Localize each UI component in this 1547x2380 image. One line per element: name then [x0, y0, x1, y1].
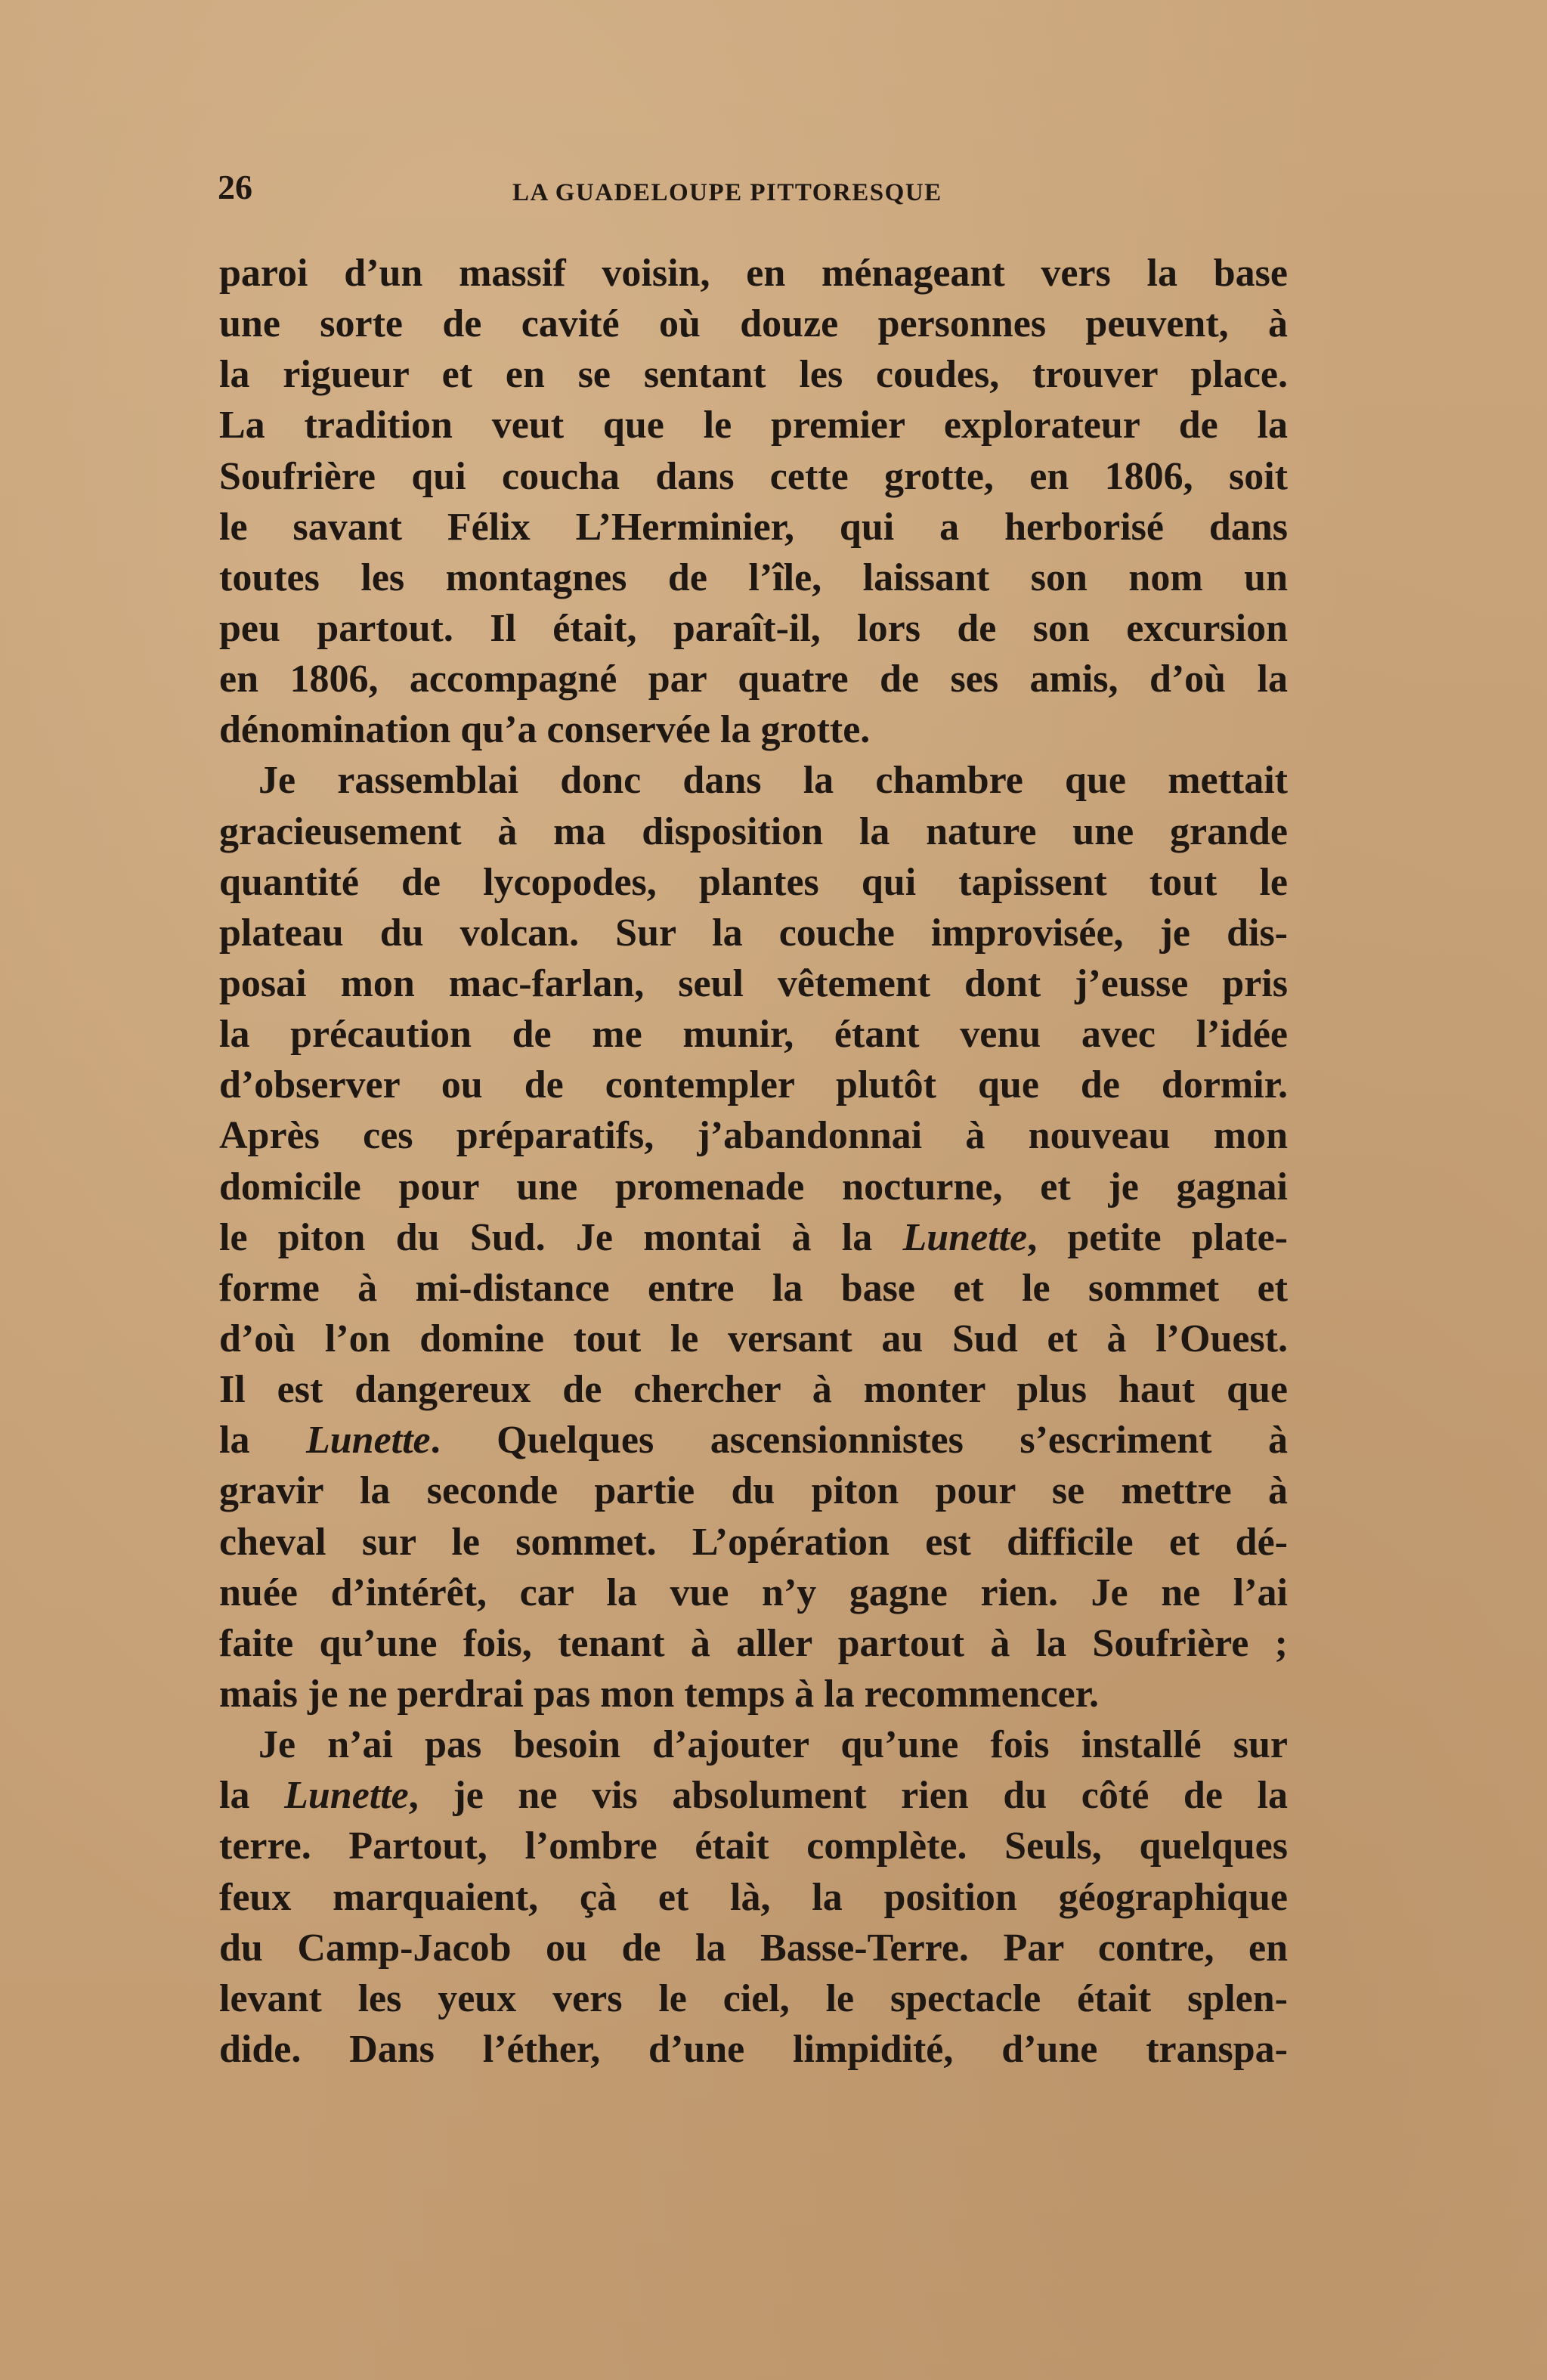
text-line: dide. Dans l’éther, d’une limpidité, d’une transpa-: [219, 2027, 1288, 2071]
text-line: Après ces préparatifs, j’abandonnai à nouveau mon: [219, 1114, 1288, 1158]
text-line: d’où l’on domine tout le versant au Sud et à l’Ouest.: [219, 1317, 1288, 1360]
text-line: toutes les montagnes de l’île, laissant son nom un: [219, 556, 1288, 599]
text-line: cheval sur le sommet. L’opération est difficile et dé-: [219, 1520, 1288, 1564]
line-start: la: [219, 1774, 250, 1818]
text-line: en 1806, accompagné par quatre de ses amis, d’où la: [219, 658, 1288, 701]
text-line: plateau du volcan. Sur la couche improvisée, je dis-: [219, 911, 1288, 955]
text-line: du Camp-Jacob ou de la Basse-Terre. Par contre, en: [219, 1926, 1288, 1970]
text-line: Je rassemblai donc dans la chambre que mettait: [258, 759, 1288, 803]
line-start: le piton du Sud. Je montai à la: [219, 1215, 873, 1259]
text-line: terre. Partout, l’ombre était complète. Seuls, quelques: [219, 1824, 1288, 1868]
text-line: le savant Félix L’Herminier, qui a herborisé dans: [219, 505, 1288, 549]
text-line: mais je ne perdrai pas mon temps à la recommencer.: [219, 1672, 1100, 1716]
text-line: nuée d’intérêt, car la vue n’y gagne rien. Je ne l’ai: [219, 1571, 1288, 1614]
text-line: domicile pour une promenade nocturne, et je gagnai: [219, 1165, 1288, 1209]
line-end: . Quelques ascensionnistes s’escriment à: [430, 1419, 1288, 1462]
text-line: Il est dangereux de chercher à monter plus haut que: [219, 1368, 1288, 1412]
line-start: la: [219, 1419, 250, 1462]
page-header: [218, 170, 1291, 223]
text-line: Soufrière qui coucha dans cette grotte, en 1806, soit: [219, 454, 1288, 498]
text-line: la rigueur et en se sentant les coudes, trouver place.: [219, 353, 1288, 397]
text-line: une sorte de cavité où douze personnes peuvent, à: [219, 302, 1288, 346]
text-line-with-italic: [219, 1770, 1288, 1821]
italic-lunette: Lunette: [284, 1774, 409, 1818]
text-line: forme à mi-distance entre la base et le sommet et: [219, 1266, 1288, 1310]
text-line-with-italic: [219, 1415, 1288, 1465]
text-line: La tradition veut que le premier explorateur de la: [219, 404, 1288, 447]
text-line: Je n’ai pas besoin d’ajouter qu’une fois installé sur: [258, 1723, 1288, 1767]
text-line: gracieusement à ma disposition la nature une grande: [219, 809, 1288, 853]
italic-lunette: Lunette: [902, 1215, 1028, 1259]
body-text: [219, 248, 1288, 2075]
line-end: , je ne vis absolument rien du côté de la: [408, 1774, 1289, 1818]
text-line: quantité de lycopodes, plantes qui tapissent tout le: [219, 860, 1288, 904]
text-line: d’observer ou de contempler plutôt que de dormir.: [219, 1063, 1288, 1107]
text-line: dénomination qu’a conservée la grotte.: [219, 708, 871, 752]
running-title: LA GUADELOUPE PITTORESQUE: [512, 179, 942, 206]
text-line: feux marquaient, çà et là, la position géographique: [219, 1875, 1288, 1919]
text-line: levant les yeux vers le ciel, le spectacle était splen-: [219, 1976, 1288, 2020]
text-line: peu partout. Il était, paraît-il, lors de son excursion: [219, 606, 1288, 650]
text-line: gravir la seconde partie du piton pour se mettre à: [219, 1469, 1288, 1513]
page-number: 26: [218, 168, 252, 206]
text-line-with-italic: [219, 1212, 1288, 1263]
italic-lunette: Lunette: [305, 1419, 431, 1462]
text-line: paroi d’un massif voisin, en ménageant vers la base: [219, 252, 1288, 295]
line-end: , petite plate-: [1027, 1215, 1288, 1259]
text-line: la précaution de me munir, étant venu avec l’idée: [219, 1013, 1288, 1057]
text-line: posai mon mac-farlan, seul vêtement dont j’eusse pris: [219, 961, 1288, 1005]
text-line: faite qu’une fois, tenant à aller partout à la Soufrière ;: [219, 1621, 1288, 1665]
